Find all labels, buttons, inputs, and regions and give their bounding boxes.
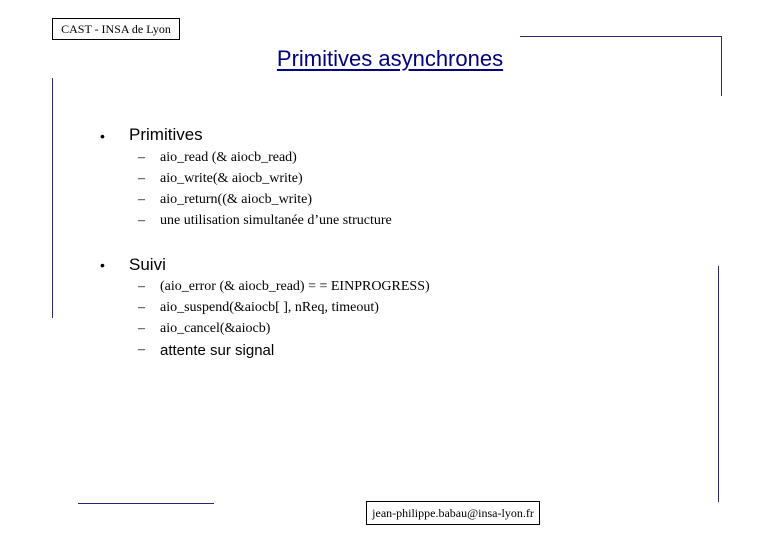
slide-title: Primitives asynchrones [276, 46, 504, 71]
dash-icon: – [138, 321, 145, 336]
bullet-icon: • [100, 128, 105, 144]
list-item-text: attente sur signal [160, 342, 275, 359]
section-heading-primitives: Primitives [129, 125, 203, 144]
dash-icon: – [138, 171, 145, 186]
list-item-text: aio_suspend(&aiocb[ ], nReq, timeout) [160, 300, 379, 315]
decor-line-left [52, 78, 53, 318]
header-label: CAST - INSA de Lyon [52, 18, 180, 40]
dash-icon: – [138, 342, 145, 357]
list-item-text: une utilisation simultanée d’une structure [160, 213, 392, 228]
footer-email: jean-philippe.babau@insa-lyon.fr [366, 501, 540, 525]
dash-icon: – [138, 213, 145, 228]
decor-line-top-right [520, 36, 722, 37]
decor-line-right-top [721, 36, 722, 96]
list-item-text: aio_return((& aiocb_write) [160, 192, 312, 207]
section-heading-suivi: Suivi [129, 255, 166, 274]
list-item-text: aio_write(& aiocb_write) [160, 171, 303, 186]
dash-icon: – [138, 300, 145, 315]
list-item-text: aio_cancel(&aiocb) [160, 321, 271, 336]
decor-line-bottom-left [78, 503, 214, 504]
list-item-text: (aio_error (& aiocb_read) = = EINPROGRESS) [160, 279, 430, 294]
dash-icon: – [138, 150, 145, 165]
dash-icon: – [138, 279, 145, 294]
bullet-icon: • [100, 257, 105, 273]
slide-title-container [0, 46, 780, 72]
list-item-text: aio_read (& aiocb_read) [160, 150, 297, 165]
decor-line-right-bottom [718, 266, 719, 502]
dash-icon: – [138, 192, 145, 207]
